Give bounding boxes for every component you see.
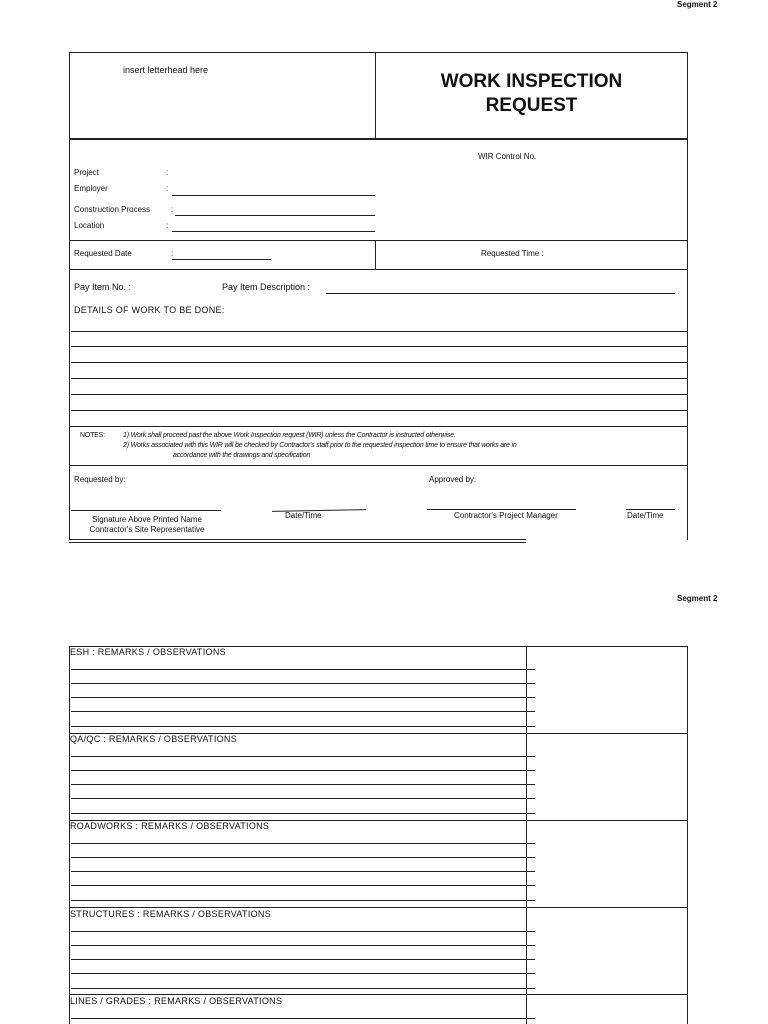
- remarks-line[interactable]: [71, 959, 535, 960]
- requested-time-label: Requested Time :: [481, 249, 544, 258]
- approver-date-line[interactable]: [626, 509, 675, 510]
- pay-item-description-label: Pay Item Description :: [222, 282, 311, 292]
- remarks-line[interactable]: [71, 843, 535, 844]
- employer-label: Employer: [74, 184, 108, 193]
- construction-process-field[interactable]: [175, 215, 375, 216]
- details-line[interactable]: [71, 331, 688, 332]
- remarks-line[interactable]: [71, 813, 535, 814]
- remarks-line[interactable]: [71, 726, 535, 727]
- remarks-inner-border: [526, 646, 527, 1024]
- construction-process-label: Construction Process: [74, 205, 151, 214]
- requested-date-field[interactable]: [172, 259, 271, 260]
- remarks-line[interactable]: [71, 784, 535, 785]
- site-representative-label: Contractor's Site Representative: [89, 525, 205, 534]
- location-colon: :: [166, 221, 169, 230]
- note-2: 2) Works associated with this WIR will be checked by Contractor's staff prior to the requested inspection time to ensure that works are in: [123, 442, 517, 449]
- header-divider: [69, 138, 688, 140]
- requested-by-label: Requested by:: [74, 475, 126, 484]
- date-row-bottom: [69, 269, 688, 270]
- remarks-line[interactable]: [71, 871, 535, 872]
- requested-date-label: Requested Date: [74, 249, 132, 258]
- note-1: 1) Work shall proceed past the above Work Inspection request (WIR) unless the Contractor is instructed otherwise.: [123, 432, 456, 439]
- pay-item-no-label: Pay Item No. :: [74, 282, 132, 292]
- remarks-line[interactable]: [71, 770, 535, 771]
- form-bottom-border-double: [69, 542, 526, 543]
- details-line[interactable]: [69, 426, 688, 427]
- approver-date-time-label: Date/Time: [627, 511, 664, 520]
- remarks-line[interactable]: [71, 931, 535, 932]
- date-row-top: [69, 240, 688, 241]
- approved-by-label: Approved by:: [429, 475, 477, 484]
- details-line[interactable]: [71, 378, 688, 379]
- notes-bottom-border: [69, 465, 688, 466]
- remarks-line[interactable]: [71, 711, 535, 712]
- remarks-line[interactable]: [71, 756, 535, 757]
- title-line-2: REQUEST: [485, 95, 578, 116]
- roadworks-remarks-heading: ROADWORKS : REMARKS / OBSERVATIONS: [70, 821, 270, 831]
- notes-label: NOTES:: [80, 432, 105, 439]
- details-line[interactable]: [71, 346, 688, 347]
- form-left-border: [69, 52, 70, 540]
- segment-label-mid: Segment 2: [677, 594, 718, 603]
- form-title: [376, 70, 687, 118]
- signature-printed-name-label: Signature Above Printed Name: [92, 515, 202, 524]
- project-manager-label: Contractor's Project Manager: [454, 511, 558, 520]
- title-line-1: WORK INSPECTION: [440, 71, 623, 92]
- requested-date-colon: :: [171, 249, 174, 258]
- pay-item-description-field[interactable]: [326, 293, 675, 294]
- remarks-line[interactable]: [71, 857, 535, 858]
- date-row-split: [375, 240, 376, 269]
- remarks-line[interactable]: [71, 798, 535, 799]
- remarks-line[interactable]: [71, 900, 535, 901]
- segment-label-top: Segment 2: [677, 0, 718, 9]
- esh-remarks-heading: ESH : REMARKS / OBSERVATIONS: [70, 647, 226, 657]
- details-line[interactable]: [71, 362, 688, 363]
- qaqc-remarks-heading: QA/QC : REMARKS / OBSERVATIONS: [70, 734, 238, 744]
- letterhead-placeholder: insert letterhead here: [123, 65, 209, 75]
- project-label: Project: [74, 168, 99, 177]
- remarks-line[interactable]: [71, 697, 535, 698]
- remarks-right-border: [687, 646, 688, 1024]
- remarks-line[interactable]: [71, 1018, 535, 1019]
- remarks-line[interactable]: [71, 669, 535, 670]
- section-divider: [69, 994, 688, 995]
- employer-colon: :: [166, 184, 169, 193]
- requester-signature-line[interactable]: [71, 510, 221, 511]
- requester-date-time-label: Date/Time: [285, 511, 322, 520]
- employer-field[interactable]: [172, 195, 375, 196]
- remarks-line[interactable]: [71, 683, 535, 684]
- project-colon: :: [166, 168, 169, 177]
- structures-remarks-heading: STRUCTURES : REMARKS / OBSERVATIONS: [70, 909, 272, 919]
- remarks-left-border: [69, 646, 70, 1024]
- remarks-line[interactable]: [71, 973, 535, 974]
- remarks-line[interactable]: [71, 988, 535, 989]
- form-top-border: [69, 52, 688, 53]
- details-line[interactable]: [71, 410, 688, 411]
- location-label: Location: [74, 221, 105, 230]
- form-right-border: [687, 52, 688, 540]
- details-label: DETAILS OF WORK TO BE DONE:: [74, 305, 225, 315]
- remarks-line[interactable]: [71, 945, 535, 946]
- wir-control-label: WIR Control No.: [478, 152, 537, 161]
- remarks-line[interactable]: [71, 885, 535, 886]
- details-line[interactable]: [71, 394, 688, 395]
- section-divider: [69, 907, 688, 908]
- note-2-continued: accordance with the drawings and specification: [173, 452, 311, 459]
- construction-process-colon: :: [171, 205, 174, 214]
- location-field[interactable]: [172, 231, 375, 232]
- form-bottom-border: [69, 539, 526, 540]
- approver-signature-line[interactable]: [427, 509, 576, 510]
- lines-grades-remarks-heading: LINES / GRADES : REMARKS / OBSERVATIONS: [70, 996, 283, 1006]
